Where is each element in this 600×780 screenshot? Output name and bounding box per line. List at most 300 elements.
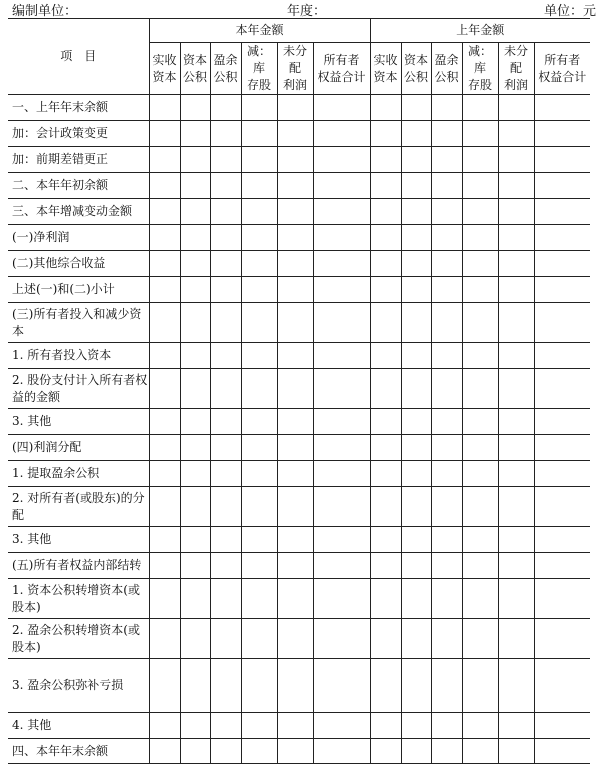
amount-cell (149, 343, 180, 369)
report-header (0, 0, 600, 18)
column-header-line: 减：库 (246, 44, 271, 75)
amount-cell (498, 173, 534, 199)
amount-cell (210, 619, 241, 659)
table-row (8, 739, 590, 764)
amount-cell (534, 369, 590, 409)
column-header-line: 利润 (282, 78, 307, 92)
amount-cell (313, 251, 370, 277)
amount-cell (534, 553, 590, 579)
amount-cell (241, 199, 277, 225)
amount-cell (498, 343, 534, 369)
amount-cell (313, 409, 370, 435)
amount-cell (534, 487, 590, 527)
column-header-line: 公积 (182, 69, 207, 84)
amount-cell (534, 303, 590, 343)
row-label: 3. 其他 (8, 409, 149, 435)
amount-cell (277, 409, 313, 435)
row-label: 四、本年年末余额 (8, 739, 149, 764)
amount-cell (313, 303, 370, 343)
amount-cell (370, 277, 401, 303)
amount-cell (277, 659, 313, 713)
amount-cell (149, 527, 180, 553)
amount-cell (462, 659, 498, 713)
column-header (431, 43, 462, 95)
column-header-line: 盈余 (213, 52, 238, 67)
amount-cell (210, 199, 241, 225)
amount-cell (534, 739, 590, 764)
amount-cell (534, 409, 590, 435)
amount-cell (401, 739, 431, 764)
row-label: 1. 所有者投入资本 (8, 343, 149, 369)
amount-cell (277, 553, 313, 579)
column-header (401, 43, 431, 95)
amount-cell (180, 739, 210, 764)
table-row (8, 579, 590, 619)
table-row (8, 277, 590, 303)
table-row (8, 303, 590, 343)
amount-cell (370, 95, 401, 121)
amount-cell (149, 225, 180, 251)
amount-cell (401, 527, 431, 553)
amount-cell (241, 619, 277, 659)
amount-cell (462, 369, 498, 409)
amount-cell (149, 739, 180, 764)
amount-cell (401, 199, 431, 225)
amount-cell (210, 713, 241, 739)
table-row (8, 619, 590, 659)
amount-cell (180, 277, 210, 303)
amount-cell (534, 251, 590, 277)
amount-cell (210, 369, 241, 409)
amount-cell (498, 409, 534, 435)
amount-cell (180, 147, 210, 173)
amount-cell (241, 121, 277, 147)
amount-cell (241, 409, 277, 435)
amount-cell (149, 147, 180, 173)
column-header (210, 43, 241, 95)
amount-cell (431, 739, 462, 764)
amount-cell (241, 173, 277, 199)
year-label: 年度： (287, 4, 327, 19)
row-label: 一、上年年末余额 (8, 95, 149, 121)
amount-cell (277, 369, 313, 409)
column-header-line: 资本 (373, 69, 398, 84)
amount-cell (149, 303, 180, 343)
amount-cell (431, 409, 462, 435)
amount-cell (149, 277, 180, 303)
column-header-line: 权益合计 (538, 69, 587, 84)
amount-cell (313, 95, 370, 121)
amount-cell (498, 739, 534, 764)
amount-cell (498, 277, 534, 303)
amount-cell (180, 369, 210, 409)
amount-cell (180, 303, 210, 343)
amount-cell (431, 435, 462, 461)
amount-cell (498, 121, 534, 147)
row-label: (四)利润分配 (8, 435, 149, 461)
amount-cell (431, 369, 462, 409)
amount-cell (431, 147, 462, 173)
column-header (498, 43, 534, 95)
row-label: 2. 对所有者(或股东)的分配 (8, 487, 149, 527)
amount-cell (149, 121, 180, 147)
amount-cell (462, 461, 498, 487)
amount-cell (277, 251, 313, 277)
amount-cell (210, 95, 241, 121)
amount-cell (149, 461, 180, 487)
amount-cell (241, 251, 277, 277)
amount-cell (241, 739, 277, 764)
amount-cell (462, 277, 498, 303)
column-header-line: 资本 (152, 69, 177, 84)
amount-cell (370, 553, 401, 579)
amount-cell (149, 369, 180, 409)
amount-cell (401, 251, 431, 277)
column-header (180, 43, 210, 95)
amount-cell (534, 343, 590, 369)
amount-cell (277, 619, 313, 659)
amount-cell (210, 303, 241, 343)
amount-cell (313, 147, 370, 173)
table-row (8, 435, 590, 461)
column-header-line: 存股 (467, 78, 492, 92)
amount-cell (241, 553, 277, 579)
table-row (8, 199, 590, 225)
amount-cell (431, 713, 462, 739)
amount-cell (431, 487, 462, 527)
amount-cell (401, 487, 431, 527)
amount-cell (534, 619, 590, 659)
amount-cell (149, 435, 180, 461)
amount-cell (241, 225, 277, 251)
amount-cell (241, 95, 277, 121)
column-header-line: 资本 (182, 52, 207, 67)
amount-cell (313, 435, 370, 461)
amount-cell (210, 121, 241, 147)
amount-cell (210, 579, 241, 619)
column-header-line: 实收 (152, 52, 177, 67)
amount-cell (370, 461, 401, 487)
prior-year-group-header: 上年金额 (370, 19, 590, 43)
amount-cell (431, 95, 462, 121)
row-label: (五)所有者权益内部结转 (8, 553, 149, 579)
amount-cell (462, 435, 498, 461)
amount-cell (431, 343, 462, 369)
amount-cell (210, 147, 241, 173)
currency-unit-label: 单位：元 (543, 4, 596, 19)
amount-cell (401, 95, 431, 121)
table-row (8, 343, 590, 369)
amount-cell (149, 579, 180, 619)
amount-cell (210, 277, 241, 303)
amount-cell (149, 659, 180, 713)
row-label: 3. 其他 (8, 527, 149, 553)
amount-cell (241, 343, 277, 369)
amount-cell (313, 369, 370, 409)
amount-cell (210, 409, 241, 435)
amount-cell (401, 121, 431, 147)
amount-cell (401, 277, 431, 303)
amount-cell (498, 579, 534, 619)
amount-cell (180, 225, 210, 251)
amount-cell (180, 619, 210, 659)
amount-cell (313, 173, 370, 199)
column-header-line: 未分配 (282, 44, 307, 75)
amount-cell (462, 251, 498, 277)
column-header-line: 实收 (373, 52, 398, 67)
amount-cell (277, 579, 313, 619)
row-label: 二、本年年初余额 (8, 173, 149, 199)
amount-cell (241, 369, 277, 409)
amount-cell (277, 713, 313, 739)
amount-cell (370, 619, 401, 659)
amount-cell (277, 435, 313, 461)
row-label: 2. 盈余公积转增资本(或股本) (8, 619, 149, 659)
column-header-line: 减：库 (467, 44, 492, 75)
amount-cell (277, 527, 313, 553)
amount-cell (534, 225, 590, 251)
amount-cell (277, 739, 313, 764)
amount-cell (431, 199, 462, 225)
amount-cell (534, 199, 590, 225)
amount-cell (180, 173, 210, 199)
amount-cell (370, 435, 401, 461)
column-header-line: 盈余 (434, 52, 459, 67)
amount-cell (149, 173, 180, 199)
amount-cell (313, 225, 370, 251)
amount-cell (401, 303, 431, 343)
amount-cell (462, 199, 498, 225)
table-row (8, 487, 590, 527)
amount-cell (313, 739, 370, 764)
amount-cell (277, 225, 313, 251)
amount-cell (210, 225, 241, 251)
amount-cell (431, 251, 462, 277)
amount-cell (313, 659, 370, 713)
amount-cell (277, 303, 313, 343)
amount-cell (498, 713, 534, 739)
amount-cell (313, 579, 370, 619)
amount-cell (210, 553, 241, 579)
amount-cell (370, 303, 401, 343)
item-column-header: 项 目 (8, 19, 149, 95)
amount-cell (462, 487, 498, 527)
amount-cell (241, 277, 277, 303)
column-header-line: 公积 (213, 69, 238, 84)
amount-cell (498, 619, 534, 659)
equity-changes-table (8, 18, 590, 764)
amount-cell (210, 739, 241, 764)
amount-cell (370, 121, 401, 147)
amount-cell (462, 303, 498, 343)
amount-cell (498, 95, 534, 121)
amount-cell (462, 225, 498, 251)
table-row (8, 713, 590, 739)
amount-cell (370, 173, 401, 199)
amount-cell (149, 619, 180, 659)
amount-cell (370, 251, 401, 277)
amount-cell (534, 461, 590, 487)
amount-cell (149, 487, 180, 527)
amount-cell (210, 173, 241, 199)
amount-cell (277, 147, 313, 173)
amount-cell (401, 659, 431, 713)
row-label: (二)其他综合收益 (8, 251, 149, 277)
amount-cell (498, 461, 534, 487)
table-row (8, 461, 590, 487)
amount-cell (498, 553, 534, 579)
amount-cell (210, 251, 241, 277)
amount-cell (210, 435, 241, 461)
amount-cell (431, 619, 462, 659)
amount-cell (431, 461, 462, 487)
amount-cell (431, 277, 462, 303)
amount-cell (401, 435, 431, 461)
column-header (241, 43, 277, 95)
column-header (313, 43, 370, 95)
table-row (8, 527, 590, 553)
amount-cell (462, 121, 498, 147)
amount-cell (431, 579, 462, 619)
amount-cell (210, 527, 241, 553)
column-header-line: 利润 (503, 78, 528, 92)
amount-cell (180, 343, 210, 369)
amount-cell (180, 659, 210, 713)
amount-cell (462, 579, 498, 619)
amount-cell (180, 487, 210, 527)
amount-cell (431, 659, 462, 713)
amount-cell (370, 579, 401, 619)
row-label: (三)所有者投入和减少资本 (8, 303, 149, 343)
amount-cell (401, 225, 431, 251)
row-label: 1. 资本公积转增资本(或股本) (8, 579, 149, 619)
amount-cell (370, 527, 401, 553)
table-row (8, 251, 590, 277)
amount-cell (180, 95, 210, 121)
table-row (8, 95, 590, 121)
amount-cell (180, 553, 210, 579)
amount-cell (462, 147, 498, 173)
amount-cell (149, 713, 180, 739)
amount-cell (180, 409, 210, 435)
amount-cell (180, 713, 210, 739)
table-row (8, 173, 590, 199)
row-label: 1. 提取盈余公积 (8, 461, 149, 487)
amount-cell (277, 277, 313, 303)
amount-cell (401, 147, 431, 173)
amount-cell (370, 369, 401, 409)
amount-cell (149, 409, 180, 435)
amount-cell (313, 487, 370, 527)
compiling-unit-label: 编制单位： (12, 4, 78, 19)
row-label: 2. 股份支付计入所有者权益的金额 (8, 369, 149, 409)
amount-cell (401, 553, 431, 579)
amount-cell (313, 619, 370, 659)
column-header (534, 43, 590, 95)
column-header-line: 所有者 (544, 52, 581, 67)
amount-cell (498, 487, 534, 527)
amount-cell (180, 121, 210, 147)
amount-cell (370, 659, 401, 713)
row-label: 4. 其他 (8, 713, 149, 739)
amount-cell (180, 199, 210, 225)
amount-cell (313, 199, 370, 225)
column-header-line: 公积 (403, 69, 428, 84)
amount-cell (498, 199, 534, 225)
amount-cell (313, 461, 370, 487)
column-header-line: 所有者 (323, 52, 360, 67)
amount-cell (180, 251, 210, 277)
amount-cell (498, 527, 534, 553)
column-header (277, 43, 313, 95)
amount-cell (313, 277, 370, 303)
amount-cell (241, 527, 277, 553)
amount-cell (149, 251, 180, 277)
amount-cell (534, 435, 590, 461)
amount-cell (180, 527, 210, 553)
amount-cell (277, 121, 313, 147)
amount-cell (180, 461, 210, 487)
row-label: 3. 盈余公积弥补亏损 (8, 659, 149, 713)
amount-cell (210, 659, 241, 713)
amount-cell (462, 713, 498, 739)
amount-cell (370, 409, 401, 435)
row-label: 加：会计政策变更 (8, 121, 149, 147)
amount-cell (210, 343, 241, 369)
amount-cell (431, 121, 462, 147)
amount-cell (534, 527, 590, 553)
amount-cell (534, 147, 590, 173)
column-header (462, 43, 498, 95)
amount-cell (462, 553, 498, 579)
amount-cell (241, 579, 277, 619)
amount-cell (498, 435, 534, 461)
amount-cell (277, 95, 313, 121)
row-label: 上述(一)和(二)小计 (8, 277, 149, 303)
amount-cell (462, 527, 498, 553)
amount-cell (210, 487, 241, 527)
amount-cell (534, 121, 590, 147)
amount-cell (462, 95, 498, 121)
row-label: (一)净利润 (8, 225, 149, 251)
amount-cell (241, 487, 277, 527)
amount-cell (277, 173, 313, 199)
amount-cell (180, 579, 210, 619)
amount-cell (431, 553, 462, 579)
amount-cell (370, 147, 401, 173)
table-row (8, 121, 590, 147)
amount-cell (498, 369, 534, 409)
amount-cell (401, 461, 431, 487)
amount-cell (277, 461, 313, 487)
table-row (8, 147, 590, 173)
amount-cell (241, 147, 277, 173)
amount-cell (241, 461, 277, 487)
amount-cell (498, 659, 534, 713)
amount-cell (431, 303, 462, 343)
amount-cell (313, 553, 370, 579)
amount-cell (498, 225, 534, 251)
amount-cell (149, 553, 180, 579)
amount-cell (370, 739, 401, 764)
amount-cell (431, 173, 462, 199)
amount-cell (401, 619, 431, 659)
amount-cell (180, 435, 210, 461)
amount-cell (149, 199, 180, 225)
column-header (149, 43, 180, 95)
amount-cell (401, 409, 431, 435)
amount-cell (149, 95, 180, 121)
